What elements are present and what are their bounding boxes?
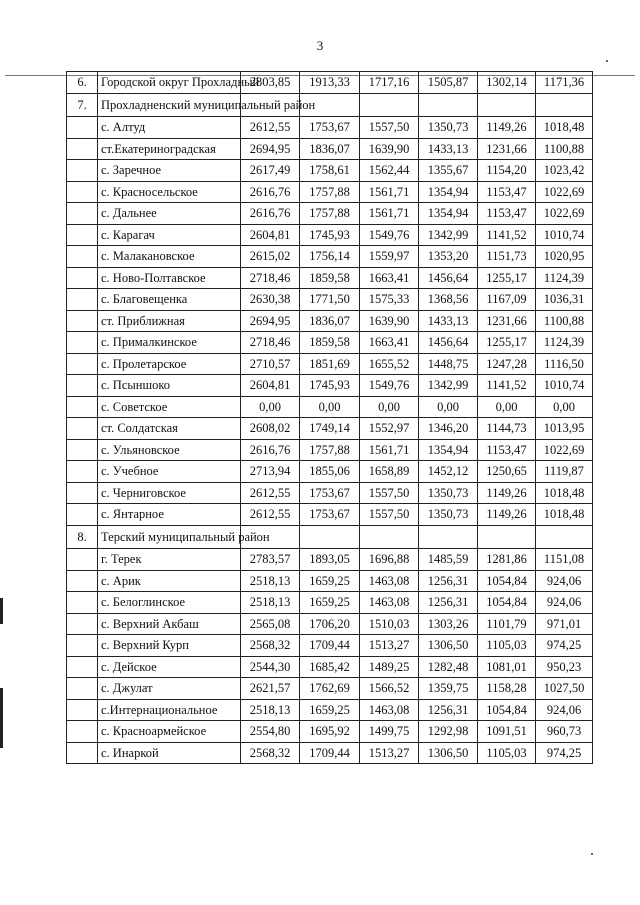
value-cell-5: 1153,47: [478, 203, 536, 225]
value-cell-3: [360, 93, 419, 117]
value-cell-3: 0,00: [360, 396, 419, 418]
value-cell-1: 2518,13: [241, 699, 300, 721]
settlement-name: ст.Екатериноградская: [98, 138, 241, 160]
value-cell-2: 1685,42: [300, 656, 360, 678]
value-cell-5: 1141,52: [478, 375, 536, 397]
value-cell-6: 1124,39: [536, 332, 593, 354]
value-cell-1: 2518,13: [241, 592, 300, 614]
table-row: [67, 635, 593, 657]
table-row: [67, 699, 593, 721]
value-cell-5: 1167,09: [478, 289, 536, 311]
table-row: [67, 246, 593, 268]
value-cell-2: 1753,67: [300, 482, 360, 504]
value-cell-6: [536, 525, 593, 549]
scan-left-mark: [0, 688, 3, 748]
settlement-name: с. Пролетарское: [98, 353, 241, 375]
value-cell-1: 2694,95: [241, 138, 300, 160]
value-cell-2: 1836,07: [300, 138, 360, 160]
value-cell-2: 1757,88: [300, 181, 360, 203]
value-cell-6: 1119,87: [536, 461, 593, 483]
table-row: [67, 310, 593, 332]
table-row: [67, 353, 593, 375]
value-cell-4: 1346,20: [419, 418, 478, 440]
value-cell-2: 1762,69: [300, 678, 360, 700]
value-cell-6: 1022,69: [536, 439, 593, 461]
value-cell-5: 1091,51: [478, 721, 536, 743]
value-cell-5: 1105,03: [478, 635, 536, 657]
settlement-name: с.Интернациональное: [98, 699, 241, 721]
value-cell-4: 1282,48: [419, 656, 478, 678]
settlement-name: с. Верхний Акбаш: [98, 613, 241, 635]
settlement-name: с. Прималкинское: [98, 332, 241, 354]
value-cell-2: 1745,93: [300, 375, 360, 397]
settlement-name: с. Алтуд: [98, 117, 241, 139]
row-number: [67, 396, 98, 418]
value-cell-5: 1054,84: [478, 699, 536, 721]
value-cell-4: 1452,12: [419, 461, 478, 483]
row-number: [67, 224, 98, 246]
value-cell-2: 1706,20: [300, 613, 360, 635]
value-cell-3: 1561,71: [360, 439, 419, 461]
value-cell-3: 1557,50: [360, 482, 419, 504]
district-header-row: [67, 525, 593, 549]
row-number: [67, 656, 98, 678]
value-cell-4: [419, 93, 478, 117]
value-cell-5: [478, 93, 536, 117]
value-cell-4: 1433,13: [419, 138, 478, 160]
value-cell-5: 1081,01: [478, 656, 536, 678]
value-cell-3: 1463,08: [360, 570, 419, 592]
row-number: [67, 160, 98, 182]
value-cell-1: 2612,55: [241, 504, 300, 526]
value-cell-6: 924,06: [536, 592, 593, 614]
value-cell-5: 1231,66: [478, 310, 536, 332]
row-number: [67, 721, 98, 743]
value-cell-5: 1255,17: [478, 267, 536, 289]
value-cell-5: 1153,47: [478, 439, 536, 461]
value-cell-2: 0,00: [300, 396, 360, 418]
value-cell-3: 1559,97: [360, 246, 419, 268]
value-cell-4: 1303,26: [419, 613, 478, 635]
settlement-name: с. Ульяновское: [98, 439, 241, 461]
value-cell-1: 2803,85: [241, 72, 300, 94]
table-row: [67, 289, 593, 311]
table-row: [67, 570, 593, 592]
settlement-name: ст. Приближная: [98, 310, 241, 332]
settlement-name: с. Белоглинское: [98, 592, 241, 614]
value-cell-5: 1281,86: [478, 549, 536, 571]
value-cell-5: 1101,79: [478, 613, 536, 635]
value-cell-3: 1549,76: [360, 375, 419, 397]
value-cell-2: 1757,88: [300, 203, 360, 225]
scan-dot: [606, 60, 608, 62]
value-cell-3: 1489,25: [360, 656, 419, 678]
value-cell-1: 2718,46: [241, 267, 300, 289]
table-row: [67, 721, 593, 743]
table-row: [67, 396, 593, 418]
value-cell-4: 0,00: [419, 396, 478, 418]
value-cell-4: 1359,75: [419, 678, 478, 700]
value-cell-2: 1753,67: [300, 117, 360, 139]
price-table: [66, 71, 593, 764]
value-cell-5: 1149,26: [478, 482, 536, 504]
table-row: [67, 224, 593, 246]
value-cell-4: 1448,75: [419, 353, 478, 375]
value-cell-5: 1054,84: [478, 570, 536, 592]
value-cell-6: 960,73: [536, 721, 593, 743]
value-cell-3: 1510,03: [360, 613, 419, 635]
value-cell-3: 1717,16: [360, 72, 419, 94]
value-cell-3: 1663,41: [360, 267, 419, 289]
value-cell-3: 1561,71: [360, 203, 419, 225]
value-cell-1: 2518,13: [241, 570, 300, 592]
row-number: [67, 203, 98, 225]
value-cell-3: 1562,44: [360, 160, 419, 182]
row-number: [67, 461, 98, 483]
value-cell-3: 1552,97: [360, 418, 419, 440]
value-cell-5: 1231,66: [478, 138, 536, 160]
value-cell-5: 1153,47: [478, 181, 536, 203]
value-cell-3: 1513,27: [360, 635, 419, 657]
value-cell-3: 1549,76: [360, 224, 419, 246]
row-number: [67, 246, 98, 268]
row-number: [67, 353, 98, 375]
value-cell-2: [300, 525, 360, 549]
value-cell-6: 1020,95: [536, 246, 593, 268]
value-cell-3: 1561,71: [360, 181, 419, 203]
value-cell-2: 1659,25: [300, 592, 360, 614]
value-cell-4: 1485,59: [419, 549, 478, 571]
table-row: [67, 181, 593, 203]
value-cell-6: 1013,95: [536, 418, 593, 440]
value-cell-6: 1018,48: [536, 117, 593, 139]
row-number: 8.: [67, 525, 98, 549]
value-cell-2: 1893,05: [300, 549, 360, 571]
value-cell-6: 1018,48: [536, 504, 593, 526]
value-cell-2: 1771,50: [300, 289, 360, 311]
value-cell-5: 1149,26: [478, 117, 536, 139]
table-row: [67, 656, 593, 678]
value-cell-3: 1663,41: [360, 332, 419, 354]
row-number: [67, 267, 98, 289]
value-cell-1: 2718,46: [241, 332, 300, 354]
row-number: [67, 289, 98, 311]
row-number: 7.: [67, 93, 98, 117]
value-cell-3: 1557,50: [360, 117, 419, 139]
value-cell-4: 1306,50: [419, 742, 478, 764]
table-row: [67, 203, 593, 225]
row-number: [67, 418, 98, 440]
value-cell-1: 2608,02: [241, 418, 300, 440]
value-cell-6: 1010,74: [536, 224, 593, 246]
value-cell-6: 1171,36: [536, 72, 593, 94]
value-cell-4: 1433,13: [419, 310, 478, 332]
value-cell-4: 1350,73: [419, 482, 478, 504]
row-number: [67, 570, 98, 592]
value-cell-1: 2565,08: [241, 613, 300, 635]
value-cell-1: 2621,57: [241, 678, 300, 700]
value-cell-2: 1859,58: [300, 332, 360, 354]
value-cell-3: 1658,89: [360, 461, 419, 483]
value-cell-1: 2617,49: [241, 160, 300, 182]
district-header-row: [67, 93, 593, 117]
settlement-name: с. Советское: [98, 396, 241, 418]
row-number: [67, 742, 98, 764]
value-cell-1: 2554,80: [241, 721, 300, 743]
value-cell-4: [419, 525, 478, 549]
settlement-name: с. Ново-Полтавское: [98, 267, 241, 289]
value-cell-5: 1149,26: [478, 504, 536, 526]
value-cell-4: 1354,94: [419, 439, 478, 461]
value-cell-4: 1292,98: [419, 721, 478, 743]
row-number: [67, 332, 98, 354]
settlement-name: г. Терек: [98, 549, 241, 571]
value-cell-4: 1353,20: [419, 246, 478, 268]
table-row: [67, 549, 593, 571]
row-number: [67, 613, 98, 635]
settlement-name: Прохладненский муниципальный район: [98, 93, 241, 117]
table-row: [67, 332, 593, 354]
value-cell-5: 1054,84: [478, 592, 536, 614]
value-cell-6: 924,06: [536, 570, 593, 592]
value-cell-2: 1709,44: [300, 635, 360, 657]
value-cell-1: 2616,76: [241, 181, 300, 203]
value-cell-6: [536, 93, 593, 117]
row-number: [67, 504, 98, 526]
value-cell-3: 1499,75: [360, 721, 419, 743]
value-cell-1: 2710,57: [241, 353, 300, 375]
value-cell-1: 2616,76: [241, 439, 300, 461]
value-cell-3: 1463,08: [360, 592, 419, 614]
value-cell-1: 2544,30: [241, 656, 300, 678]
value-cell-6: 1018,48: [536, 482, 593, 504]
row-number: [67, 592, 98, 614]
row-number: [67, 678, 98, 700]
row-number: [67, 482, 98, 504]
row-number: [67, 117, 98, 139]
value-cell-4: 1306,50: [419, 635, 478, 657]
row-number: 6.: [67, 72, 98, 94]
settlement-name: с. Черниговское: [98, 482, 241, 504]
table-row: [67, 439, 593, 461]
value-cell-2: 1859,58: [300, 267, 360, 289]
settlement-name: с. Дальнее: [98, 203, 241, 225]
value-cell-1: 2612,55: [241, 482, 300, 504]
value-cell-6: 1022,69: [536, 181, 593, 203]
table-row: [67, 418, 593, 440]
value-cell-6: 1151,08: [536, 549, 593, 571]
value-cell-4: 1342,99: [419, 375, 478, 397]
table-row: [67, 267, 593, 289]
value-cell-5: 1250,65: [478, 461, 536, 483]
value-cell-2: 1758,61: [300, 160, 360, 182]
settlement-name: с. Красноармейское: [98, 721, 241, 743]
value-cell-5: [478, 525, 536, 549]
value-cell-6: 1027,50: [536, 678, 593, 700]
value-cell-6: 0,00: [536, 396, 593, 418]
value-cell-3: 1557,50: [360, 504, 419, 526]
value-cell-6: 1100,88: [536, 138, 593, 160]
value-cell-4: 1354,94: [419, 181, 478, 203]
value-cell-4: 1350,73: [419, 504, 478, 526]
value-cell-6: 1036,31: [536, 289, 593, 311]
settlement-name: с. Янтарное: [98, 504, 241, 526]
value-cell-3: 1639,90: [360, 310, 419, 332]
row-number: [67, 310, 98, 332]
value-cell-2: 1749,14: [300, 418, 360, 440]
scan-dot: [591, 853, 593, 855]
value-cell-6: 950,23: [536, 656, 593, 678]
value-cell-1: 2615,02: [241, 246, 300, 268]
value-cell-2: 1855,06: [300, 461, 360, 483]
settlement-name: с. Карагач: [98, 224, 241, 246]
settlement-name: Терский муниципальный район: [98, 525, 241, 549]
settlement-name: с. Малакановское: [98, 246, 241, 268]
value-cell-4: 1256,31: [419, 592, 478, 614]
value-cell-1: 2783,57: [241, 549, 300, 571]
value-cell-1: 2713,94: [241, 461, 300, 483]
row-number: [67, 375, 98, 397]
value-cell-4: 1256,31: [419, 699, 478, 721]
row-number: [67, 181, 98, 203]
value-cell-2: 1659,25: [300, 699, 360, 721]
value-cell-5: 1158,28: [478, 678, 536, 700]
value-cell-5: 1141,52: [478, 224, 536, 246]
value-cell-1: 2616,76: [241, 203, 300, 225]
value-cell-6: 1124,39: [536, 267, 593, 289]
value-cell-1: 2568,32: [241, 635, 300, 657]
value-cell-2: 1836,07: [300, 310, 360, 332]
value-cell-1: 2604,81: [241, 224, 300, 246]
table-row: [67, 592, 593, 614]
value-cell-1: 0,00: [241, 396, 300, 418]
table-row: [67, 160, 593, 182]
settlement-name: с. Дейское: [98, 656, 241, 678]
value-cell-3: 1655,52: [360, 353, 419, 375]
value-cell-5: 1105,03: [478, 742, 536, 764]
value-cell-2: 1709,44: [300, 742, 360, 764]
value-cell-2: 1745,93: [300, 224, 360, 246]
value-cell-5: 1302,14: [478, 72, 536, 94]
value-cell-1: 2694,95: [241, 310, 300, 332]
value-cell-2: 1753,67: [300, 504, 360, 526]
row-number: [67, 699, 98, 721]
table-row: [67, 482, 593, 504]
settlement-name: с. Заречное: [98, 160, 241, 182]
settlement-name: ст. Солдатская: [98, 418, 241, 440]
table-row: [67, 138, 593, 160]
value-cell-1: 2612,55: [241, 117, 300, 139]
price-table-body: [67, 72, 593, 764]
table-row: [67, 117, 593, 139]
table-row: [67, 375, 593, 397]
settlement-name: с. Красносельское: [98, 181, 241, 203]
settlement-name: Городской округ Прохладный: [98, 72, 241, 94]
value-cell-3: 1463,08: [360, 699, 419, 721]
value-cell-6: 974,25: [536, 635, 593, 657]
value-cell-5: 1255,17: [478, 332, 536, 354]
value-cell-5: 1154,20: [478, 160, 536, 182]
settlement-name: с. Джулат: [98, 678, 241, 700]
value-cell-6: 974,25: [536, 742, 593, 764]
page-number: 3: [316, 38, 324, 53]
table-row: [67, 72, 593, 94]
value-cell-5: 1247,28: [478, 353, 536, 375]
value-cell-6: 971,01: [536, 613, 593, 635]
settlement-name: с. Учебное: [98, 461, 241, 483]
row-number: [67, 138, 98, 160]
value-cell-2: 1913,33: [300, 72, 360, 94]
value-cell-4: 1456,64: [419, 332, 478, 354]
value-cell-3: 1639,90: [360, 138, 419, 160]
scan-left-mark: [0, 598, 3, 624]
value-cell-6: 924,06: [536, 699, 593, 721]
value-cell-3: 1575,33: [360, 289, 419, 311]
value-cell-5: 1144,73: [478, 418, 536, 440]
table-row: [67, 504, 593, 526]
settlement-name: с. Псыншоко: [98, 375, 241, 397]
value-cell-6: 1022,69: [536, 203, 593, 225]
value-cell-6: 1116,50: [536, 353, 593, 375]
row-number: [67, 439, 98, 461]
value-cell-4: 1256,31: [419, 570, 478, 592]
value-cell-4: 1354,94: [419, 203, 478, 225]
value-cell-3: 1696,88: [360, 549, 419, 571]
row-number: [67, 635, 98, 657]
value-cell-4: 1350,73: [419, 117, 478, 139]
settlement-name: с. Инаркой: [98, 742, 241, 764]
value-cell-5: 0,00: [478, 396, 536, 418]
settlement-name: с. Арик: [98, 570, 241, 592]
value-cell-3: 1513,27: [360, 742, 419, 764]
row-number: [67, 549, 98, 571]
value-cell-4: 1342,99: [419, 224, 478, 246]
table-row: [67, 461, 593, 483]
value-cell-4: 1505,87: [419, 72, 478, 94]
table-row: [67, 742, 593, 764]
value-cell-2: 1659,25: [300, 570, 360, 592]
value-cell-6: 1010,74: [536, 375, 593, 397]
settlement-name: с. Верхний Курп: [98, 635, 241, 657]
table-row: [67, 613, 593, 635]
value-cell-2: 1851,69: [300, 353, 360, 375]
table-row: [67, 678, 593, 700]
value-cell-5: 1151,73: [478, 246, 536, 268]
value-cell-3: 1566,52: [360, 678, 419, 700]
value-cell-3: [360, 525, 419, 549]
value-cell-2: 1756,14: [300, 246, 360, 268]
value-cell-1: 2604,81: [241, 375, 300, 397]
value-cell-6: 1100,88: [536, 310, 593, 332]
value-cell-4: 1368,56: [419, 289, 478, 311]
value-cell-1: 2568,32: [241, 742, 300, 764]
value-cell-4: 1456,64: [419, 267, 478, 289]
value-cell-2: 1757,88: [300, 439, 360, 461]
value-cell-6: 1023,42: [536, 160, 593, 182]
value-cell-4: 1355,67: [419, 160, 478, 182]
value-cell-1: 2630,38: [241, 289, 300, 311]
settlement-name: с. Благовещенка: [98, 289, 241, 311]
value-cell-2: 1695,92: [300, 721, 360, 743]
